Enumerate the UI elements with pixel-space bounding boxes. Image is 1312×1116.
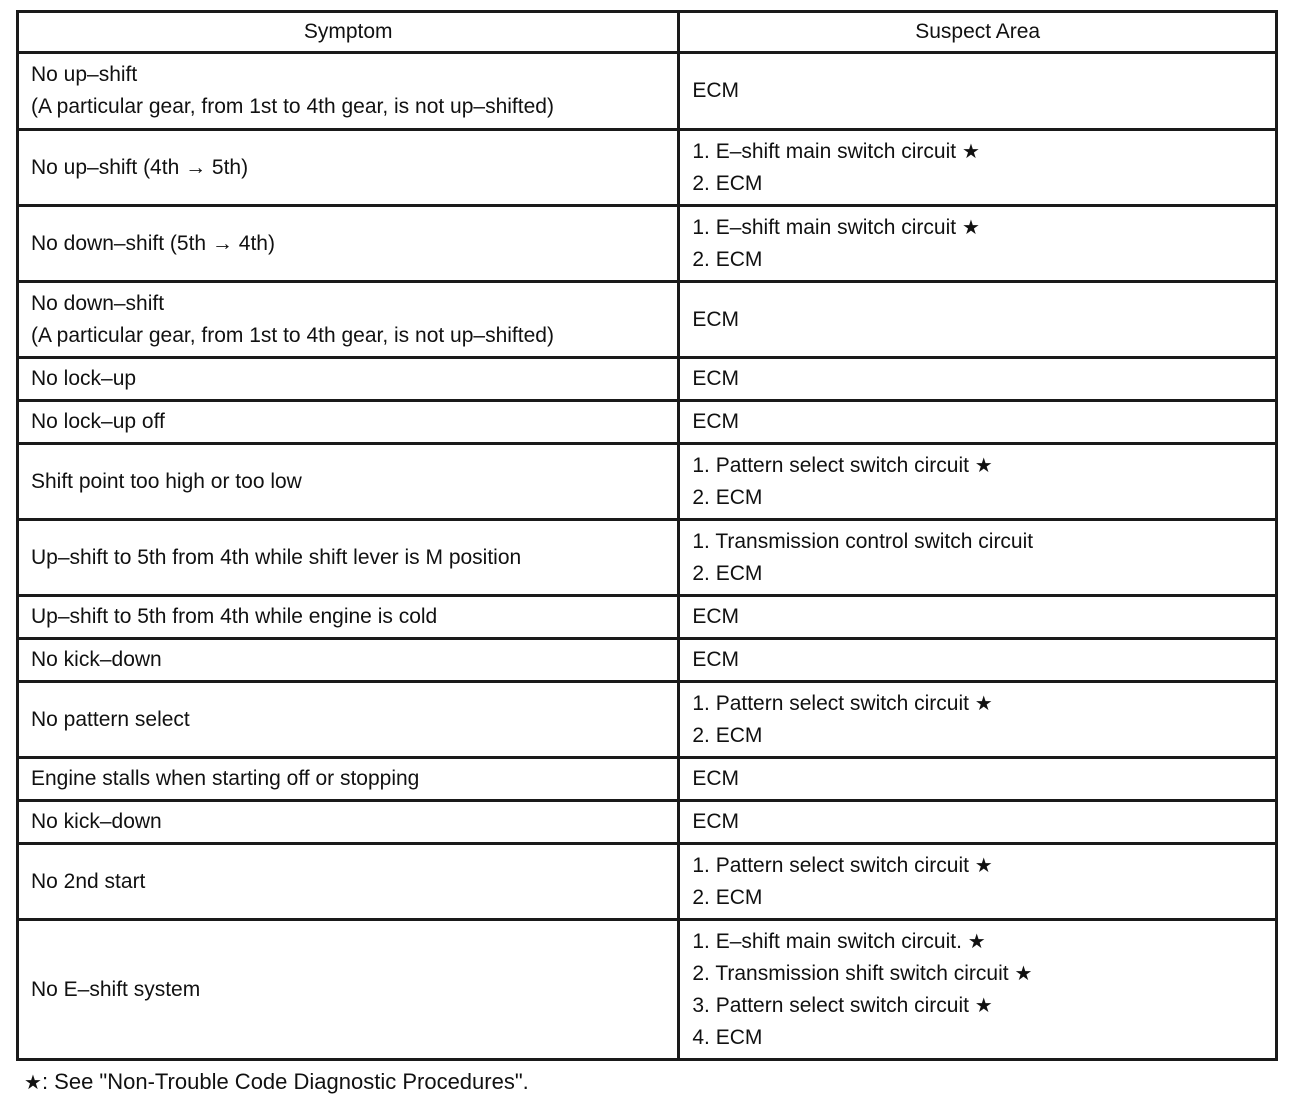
symptom-text: No up–shift xyxy=(31,63,138,86)
suspect-area-text: ECM xyxy=(692,307,740,331)
suspect-area-item xyxy=(692,850,1265,882)
symptom-cell xyxy=(18,844,679,920)
suspect-area-text: 2. ECM xyxy=(692,561,763,585)
suspect-area-cell xyxy=(679,444,1277,520)
suspect-area-cell xyxy=(679,682,1277,758)
symptom-text: Shift point too high or too low xyxy=(31,469,302,493)
suspect-area-text: 3. Pattern select switch circuit xyxy=(692,993,969,1017)
suspect-area-text: 1. Transmission control switch circuit xyxy=(692,529,1034,553)
suspect-area-item xyxy=(692,363,1265,395)
symptom-text: (A particular gear, from 1st to 4th gear, is not up–shifted) xyxy=(31,95,554,118)
suspect-area-cell xyxy=(679,520,1277,596)
star-icon: ★ xyxy=(961,140,980,163)
symptom-text: Engine stalls when starting off or stopping xyxy=(31,767,420,790)
suspect-area-item xyxy=(692,601,1265,633)
symptom-text: No kick–down xyxy=(31,810,162,833)
symptom-text: (A particular gear, from 1st to 4th gear, is not up–shifted) xyxy=(31,323,554,347)
suspect-area-text: ECM xyxy=(692,648,740,671)
suspect-area-text: ECM xyxy=(692,810,740,833)
diagnostic-table xyxy=(16,10,1278,1061)
star-icon: ★ xyxy=(974,854,993,877)
symptom-cell xyxy=(18,401,679,444)
suspect-area-item xyxy=(692,406,1265,438)
symptom-cell xyxy=(18,682,679,758)
star-icon: ★ xyxy=(24,1072,42,1094)
suspect-area-text: 2. ECM xyxy=(692,485,763,509)
suspect-area-item xyxy=(692,1022,1265,1054)
suspect-area-item xyxy=(692,526,1265,558)
footnote xyxy=(24,1066,529,1099)
suspect-area-item xyxy=(692,304,1265,336)
symptom-text: No lock–up xyxy=(31,367,137,390)
suspect-area-cell xyxy=(679,596,1277,639)
suspect-area-text: ECM xyxy=(692,367,740,390)
suspect-area-item xyxy=(692,75,1265,107)
symptom-cell xyxy=(18,130,679,206)
symptom-cell xyxy=(18,53,679,130)
suspect-area-item xyxy=(692,558,1265,590)
symptom-text: Up–shift to 5th from 4th while shift lever is M position xyxy=(31,545,522,569)
table-row xyxy=(18,639,1277,682)
suspect-area-item xyxy=(692,244,1265,276)
star-icon: ★ xyxy=(961,216,980,239)
table-row xyxy=(18,844,1277,920)
symptom-cell xyxy=(18,596,679,639)
suspect-area-cell xyxy=(679,206,1277,282)
symptom-text: No lock–up off xyxy=(31,410,165,433)
suspect-area-text: 2. Transmission shift switch circuit xyxy=(692,961,1009,985)
suspect-area-item xyxy=(692,644,1265,676)
suspect-area-text: ECM xyxy=(692,79,740,102)
table-row xyxy=(18,358,1277,401)
symptom-cell xyxy=(18,520,679,596)
symptom-cell xyxy=(18,758,679,801)
suspect-area-text: 1. E–shift main switch circuit xyxy=(692,139,957,163)
suspect-area-cell xyxy=(679,53,1277,130)
table-row xyxy=(18,520,1277,596)
suspect-area-text: ECM xyxy=(692,767,740,790)
suspect-area-item xyxy=(692,688,1265,720)
suspect-area-text: 1. Pattern select switch circuit xyxy=(692,691,969,715)
star-icon: ★ xyxy=(974,454,993,477)
suspect-area-item xyxy=(692,990,1265,1022)
table-row xyxy=(18,206,1277,282)
suspect-area-cell xyxy=(679,401,1277,444)
table-row xyxy=(18,758,1277,801)
symptom-text: No up–shift (4th → 5th) xyxy=(31,155,249,179)
star-icon: ★ xyxy=(1014,962,1033,985)
table-row xyxy=(18,401,1277,444)
suspect-area-cell xyxy=(679,758,1277,801)
suspect-area-text: 1. E–shift main switch circuit xyxy=(692,215,957,239)
suspect-area-cell xyxy=(679,801,1277,844)
star-icon: ★ xyxy=(974,692,993,715)
table-row xyxy=(18,444,1277,520)
suspect-area-item xyxy=(692,450,1265,482)
symptom-cell xyxy=(18,801,679,844)
suspect-area-text: ECM xyxy=(692,605,740,628)
suspect-area-cell xyxy=(679,920,1277,1060)
symptom-cell xyxy=(18,444,679,520)
symptom-text: No down–shift (5th → 4th) xyxy=(31,231,275,255)
symptom-text: Up–shift to 5th from 4th while engine is cold xyxy=(31,605,438,628)
table-row xyxy=(18,682,1277,758)
symptom-text: No E–shift system xyxy=(31,977,201,1001)
suspect-area-item xyxy=(692,763,1265,795)
symptom-cell xyxy=(18,206,679,282)
suspect-area-item xyxy=(692,882,1265,914)
table-row xyxy=(18,130,1277,206)
suspect-area-text: 2. ECM xyxy=(692,247,763,271)
symptom-text: No 2nd start xyxy=(31,869,146,893)
table-row xyxy=(18,282,1277,358)
star-icon: ★ xyxy=(974,994,993,1017)
symptom-text: No down–shift xyxy=(31,291,165,315)
suspect-area-item xyxy=(692,720,1265,752)
symptom-cell xyxy=(18,639,679,682)
suspect-area-text: 2. ECM xyxy=(692,723,763,747)
symptom-text: No pattern select xyxy=(31,707,190,731)
suspect-area-cell xyxy=(679,130,1277,206)
footnote-text: : See "Non-Trouble Code Diagnostic Procedures". xyxy=(41,1069,529,1094)
suspect-area-text: ECM xyxy=(692,410,740,433)
suspect-area-text: 2. ECM xyxy=(692,885,763,909)
table-row xyxy=(18,801,1277,844)
table-body xyxy=(18,53,1277,1060)
suspect-area-item xyxy=(692,806,1265,838)
symptom-cell xyxy=(18,920,679,1060)
table-row xyxy=(18,920,1277,1060)
symptom-cell xyxy=(18,358,679,401)
suspect-area-header: Suspect Area xyxy=(679,12,1277,53)
suspect-area-item xyxy=(692,168,1265,200)
suspect-area-text: 1. Pattern select switch circuit xyxy=(692,453,969,477)
header-row xyxy=(18,12,1277,53)
suspect-area-cell xyxy=(679,844,1277,920)
symptom-text: No kick–down xyxy=(31,648,162,671)
table-row xyxy=(18,53,1277,130)
suspect-area-item xyxy=(692,212,1265,244)
suspect-area-item xyxy=(692,958,1265,990)
suspect-area-item xyxy=(692,136,1265,168)
table-row xyxy=(18,596,1277,639)
suspect-area-text: 1. E–shift main switch circuit. xyxy=(692,929,962,953)
suspect-area-text: 1. Pattern select switch circuit xyxy=(692,853,969,877)
suspect-area-cell xyxy=(679,639,1277,682)
symptom-cell xyxy=(18,282,679,358)
suspect-area-item xyxy=(692,482,1265,514)
suspect-area-text: 4. ECM xyxy=(692,1025,763,1049)
suspect-area-cell xyxy=(679,358,1277,401)
suspect-area-item xyxy=(692,926,1265,958)
suspect-area-cell xyxy=(679,282,1277,358)
star-icon: ★ xyxy=(967,930,986,953)
symptom-header: Symptom xyxy=(18,12,679,53)
suspect-area-text: 2. ECM xyxy=(692,171,763,195)
